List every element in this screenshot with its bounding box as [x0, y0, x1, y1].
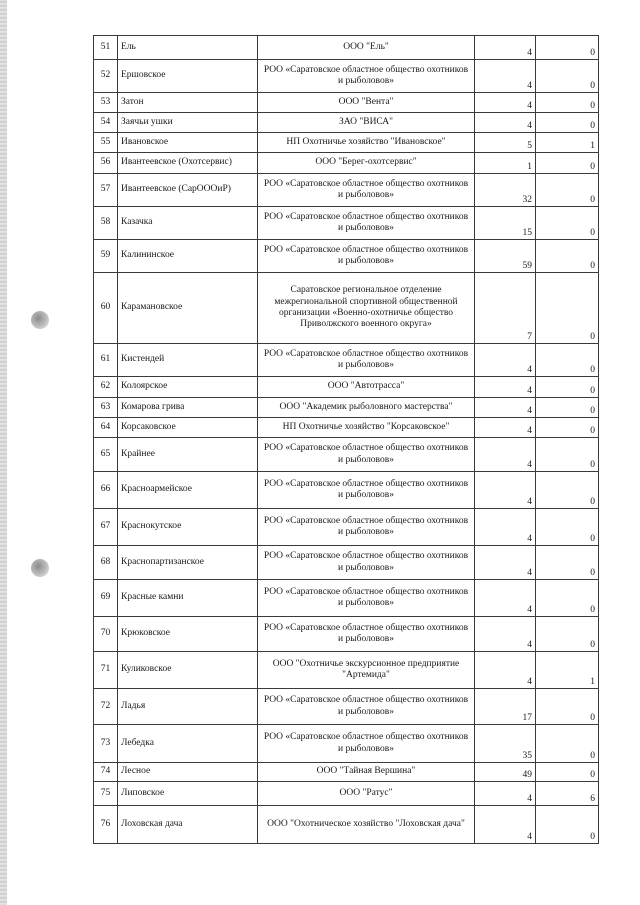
hunting-ground-name: Лесное [118, 763, 258, 782]
table-row [94, 377, 599, 398]
row-number: 53 [94, 93, 118, 113]
value-column-b: 0 [536, 689, 599, 725]
table-row [94, 133, 599, 153]
value-column-a: 1 [475, 153, 536, 174]
hunting-ground-name: Липовское [118, 782, 258, 806]
value-column-a: 4 [475, 113, 536, 133]
value-column-a: 4 [475, 377, 536, 398]
table-row [94, 93, 599, 113]
hunting-ground-name: Затон [118, 93, 258, 113]
value-column-b: 0 [536, 240, 599, 273]
row-number: 73 [94, 725, 118, 763]
value-column-b: 0 [536, 36, 599, 60]
value-column-b: 0 [536, 806, 599, 844]
row-number: 76 [94, 806, 118, 844]
value-column-a: 4 [475, 617, 536, 652]
scan-left-edge [0, 0, 7, 905]
hunting-ground-name: Корсаковское [118, 418, 258, 438]
hunting-ground-name: Ивановское [118, 133, 258, 153]
value-column-b: 0 [536, 472, 599, 509]
organization-name: РОО «Саратовское областное общество охотников и рыболовов» [258, 546, 475, 580]
table-row [94, 398, 599, 418]
value-column-a: 4 [475, 344, 536, 377]
row-number: 75 [94, 782, 118, 806]
table-row [94, 418, 599, 438]
row-number: 66 [94, 472, 118, 509]
table-row [94, 153, 599, 174]
value-column-b: 0 [536, 273, 599, 344]
organization-name: РОО «Саратовское областное общество охотников и рыболовов» [258, 617, 475, 652]
table-row [94, 113, 599, 133]
organization-name: РОО «Саратовское областное общество охотников и рыболовов» [258, 207, 475, 240]
row-number: 67 [94, 509, 118, 546]
organization-name: РОО «Саратовское областное общество охотников и рыболовов» [258, 689, 475, 725]
value-column-a: 4 [475, 438, 536, 472]
value-column-a: 59 [475, 240, 536, 273]
table-row [94, 580, 599, 617]
value-column-b: 1 [536, 133, 599, 153]
value-column-a: 4 [475, 546, 536, 580]
value-column-b: 0 [536, 438, 599, 472]
table-row [94, 240, 599, 273]
hunting-ground-name: Крайнее [118, 438, 258, 472]
value-column-a: 49 [475, 763, 536, 782]
value-column-a: 35 [475, 725, 536, 763]
hunting-ground-name: Ивантеевское (СарОООиР) [118, 174, 258, 207]
organization-name: ООО "Ратус" [258, 782, 475, 806]
value-column-a: 32 [475, 174, 536, 207]
value-column-b: 0 [536, 509, 599, 546]
hunting-ground-name: Ивантеевское (Охотсервис) [118, 153, 258, 174]
value-column-b: 0 [536, 207, 599, 240]
value-column-b: 0 [536, 546, 599, 580]
hunting-ground-name: Крюковское [118, 617, 258, 652]
value-column-a: 4 [475, 652, 536, 689]
row-number: 62 [94, 377, 118, 398]
hunting-ground-name: Кистендей [118, 344, 258, 377]
organization-name: РОО «Саратовское областное общество охотников и рыболовов» [258, 509, 475, 546]
organization-name: РОО «Саратовское областное общество охотников и рыболовов» [258, 580, 475, 617]
hunting-ground-name: Краснокутское [118, 509, 258, 546]
row-number: 59 [94, 240, 118, 273]
value-column-b: 0 [536, 725, 599, 763]
table-row [94, 763, 599, 782]
table-row [94, 806, 599, 844]
value-column-b: 0 [536, 174, 599, 207]
value-column-b: 0 [536, 617, 599, 652]
value-column-b: 0 [536, 377, 599, 398]
punch-hole [31, 559, 49, 577]
table-row [94, 273, 599, 344]
value-column-b: 0 [536, 763, 599, 782]
organization-name: РОО «Саратовское областное общество охотников и рыболовов» [258, 472, 475, 509]
hunting-ground-name: Куликовское [118, 652, 258, 689]
organization-name: ООО "Вента" [258, 93, 475, 113]
hunting-ground-name: Красные камни [118, 580, 258, 617]
hunting-ground-name: Калининское [118, 240, 258, 273]
value-column-a: 4 [475, 60, 536, 93]
organization-name: ООО "Автотрасса" [258, 377, 475, 398]
row-number: 58 [94, 207, 118, 240]
organization-name: ООО "Берег-охотсервис" [258, 153, 475, 174]
row-number: 61 [94, 344, 118, 377]
table-row [94, 689, 599, 725]
organization-name: РОО «Саратовское областное общество охотников и рыболовов» [258, 174, 475, 207]
hunting-grounds-table [93, 35, 599, 844]
hunting-ground-name: Лоховская дача [118, 806, 258, 844]
organization-name: НП Охотничье хозяйство "Ивановское" [258, 133, 475, 153]
value-column-b: 0 [536, 93, 599, 113]
row-number: 60 [94, 273, 118, 344]
hunting-ground-name: Казачка [118, 207, 258, 240]
row-number: 54 [94, 113, 118, 133]
value-column-a: 4 [475, 398, 536, 418]
organization-name: ООО "Охотническое хозяйство "Лоховская дача" [258, 806, 475, 844]
organization-name: ООО "Охотничье экскурсионное предприятие "Артемида" [258, 652, 475, 689]
value-column-a: 4 [475, 472, 536, 509]
value-column-a: 4 [475, 418, 536, 438]
table-row [94, 652, 599, 689]
row-number: 56 [94, 153, 118, 174]
table-row [94, 174, 599, 207]
row-number: 72 [94, 689, 118, 725]
value-column-b: 0 [536, 60, 599, 93]
organization-name: ООО "Тайная Вершина" [258, 763, 475, 782]
table-row [94, 782, 599, 806]
table-row [94, 546, 599, 580]
row-number: 57 [94, 174, 118, 207]
organization-name: ООО "Ель" [258, 36, 475, 60]
value-column-a: 7 [475, 273, 536, 344]
hunting-ground-name: Колоярское [118, 377, 258, 398]
organization-name: НП Охотничье хозяйство "Корсаковское" [258, 418, 475, 438]
row-number: 64 [94, 418, 118, 438]
organization-name: РОО «Саратовское областное общество охотников и рыболовов» [258, 60, 475, 93]
row-number: 69 [94, 580, 118, 617]
table-row [94, 36, 599, 60]
table-row [94, 60, 599, 93]
organization-name: Саратовское региональное отделение межрегиональной спортивной общественной организации «Военно-охотничье общество Приволжского военного округа» [258, 273, 475, 344]
organization-name: РОО «Саратовское областное общество охотников и рыболовов» [258, 240, 475, 273]
value-column-a: 4 [475, 93, 536, 113]
hunting-ground-name: Лебедка [118, 725, 258, 763]
value-column-a: 4 [475, 782, 536, 806]
hunting-ground-name: Заячьи ушки [118, 113, 258, 133]
value-column-a: 4 [475, 36, 536, 60]
row-number: 71 [94, 652, 118, 689]
table-row [94, 725, 599, 763]
table-row [94, 472, 599, 509]
value-column-a: 4 [475, 580, 536, 617]
table-row [94, 344, 599, 377]
row-number: 63 [94, 398, 118, 418]
value-column-a: 5 [475, 133, 536, 153]
hunting-ground-name: Карамановское [118, 273, 258, 344]
value-column-b: 1 [536, 652, 599, 689]
value-column-a: 4 [475, 509, 536, 546]
hunting-ground-name: Ель [118, 36, 258, 60]
organization-name: ЗАО "ВИСА" [258, 113, 475, 133]
hunting-ground-name: Ладья [118, 689, 258, 725]
value-column-b: 6 [536, 782, 599, 806]
table-row [94, 617, 599, 652]
hunting-ground-name: Ершовское [118, 60, 258, 93]
table-row [94, 438, 599, 472]
value-column-b: 0 [536, 344, 599, 377]
table-row [94, 509, 599, 546]
organization-name: РОО «Саратовское областное общество охотников и рыболовов» [258, 438, 475, 472]
row-number: 51 [94, 36, 118, 60]
organization-name: РОО «Саратовское областное общество охотников и рыболовов» [258, 725, 475, 763]
hunting-ground-name: Красноармейское [118, 472, 258, 509]
row-number: 52 [94, 60, 118, 93]
value-column-b: 0 [536, 153, 599, 174]
punch-hole [31, 311, 49, 329]
value-column-b: 0 [536, 113, 599, 133]
organization-name: РОО «Саратовское областное общество охотников и рыболовов» [258, 344, 475, 377]
value-column-a: 4 [475, 806, 536, 844]
value-column-b: 0 [536, 418, 599, 438]
hunting-ground-name: Краснопартизанское [118, 546, 258, 580]
value-column-b: 0 [536, 580, 599, 617]
row-number: 55 [94, 133, 118, 153]
row-number: 74 [94, 763, 118, 782]
row-number: 68 [94, 546, 118, 580]
table-row [94, 207, 599, 240]
value-column-a: 15 [475, 207, 536, 240]
row-number: 70 [94, 617, 118, 652]
value-column-b: 0 [536, 398, 599, 418]
value-column-a: 17 [475, 689, 536, 725]
organization-name: ООО "Академик рыболовного мастерства" [258, 398, 475, 418]
hunting-ground-name: Комарова грива [118, 398, 258, 418]
row-number: 65 [94, 438, 118, 472]
